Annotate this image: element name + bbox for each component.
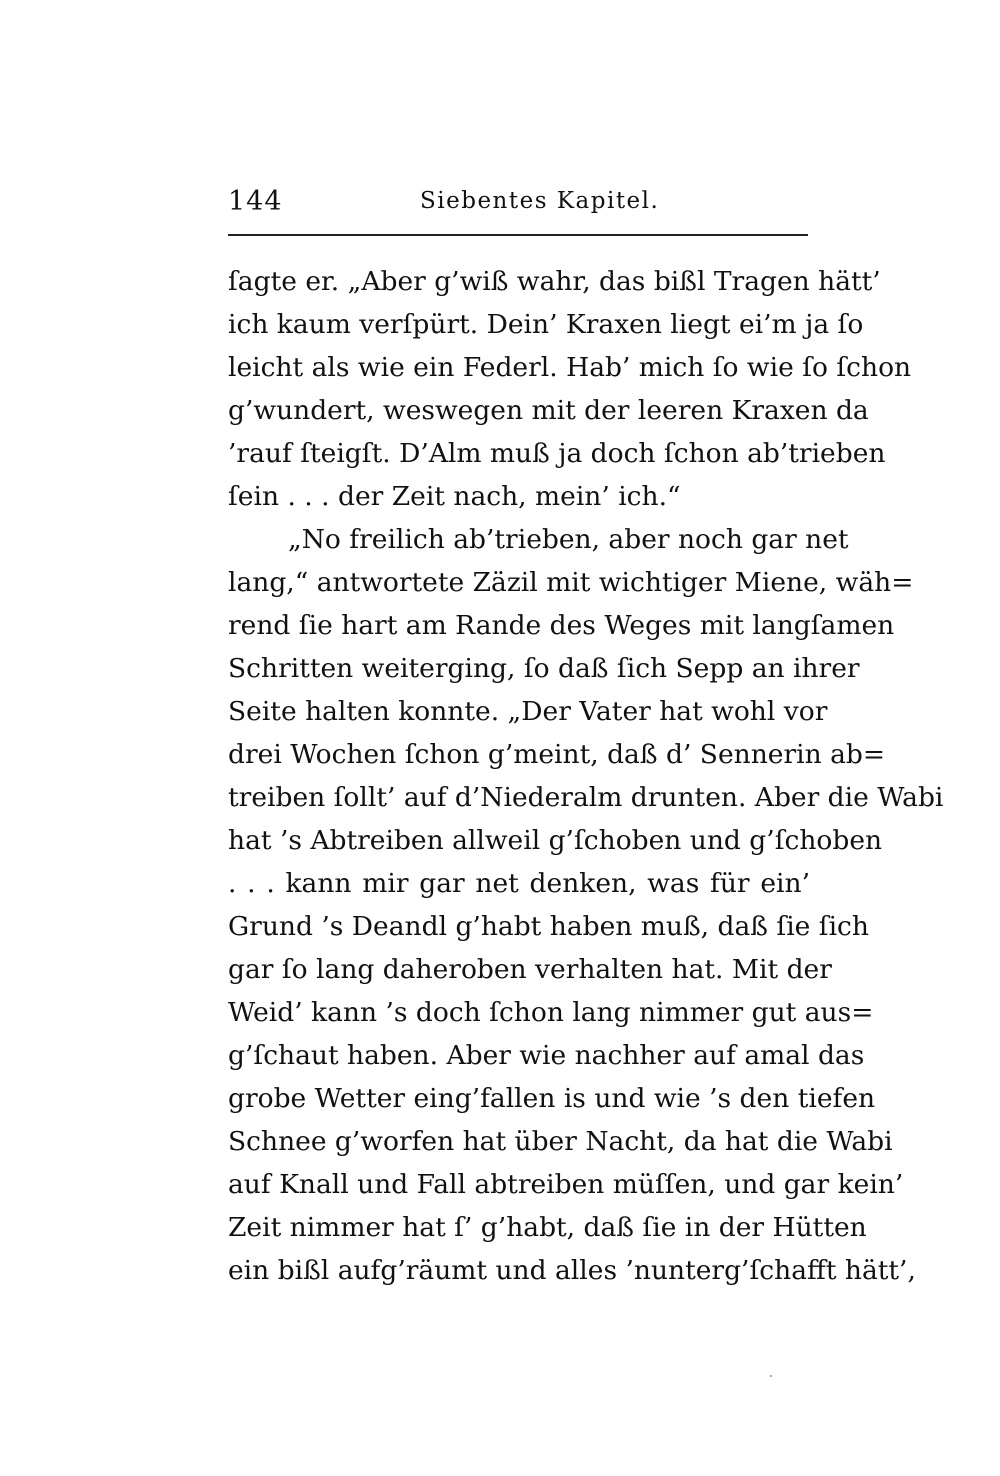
text-line: ich kaum verſpürt. Dein’ Kraxen liegt ei’m ja ſo <box>228 309 864 340</box>
text-line: gar ſo lang daheroben verhalten hat. Mit der <box>228 954 832 985</box>
text-line: Schnee g’worfen hat über Nacht, da hat die Wabi <box>228 1126 893 1157</box>
text-line: . . . kann mir gar net denken, was für ein’ <box>228 868 810 899</box>
text-line: Schritten weiterging, ſo daß ſich Sepp an ihrer <box>228 653 860 684</box>
header-rule <box>228 234 808 236</box>
text-line: leicht als wie ein Federl. Hab’ mich ſo wie ſo ſchon <box>228 352 912 383</box>
running-head: Siebentes Kapitel. <box>420 188 660 214</box>
text-line: treiben ſollt’ auf d’Niederalm drunten. Aber die Wabi <box>228 782 944 813</box>
page-number: 144 <box>228 186 283 217</box>
text-line: ’rauf ſteigſt. D’Alm muß ja doch ſchon ab’trieben <box>228 438 886 469</box>
text-line: ſagte er. „Aber g’wiß wahr, das bißl Tragen hätt’ <box>228 266 881 297</box>
text-line: lang,“ antwortete Zäzil mit wichtiger Miene, wäh= <box>228 567 914 598</box>
paper-speck <box>770 1375 772 1377</box>
text-line: auf Knall und Fall abtreiben müſſen, und gar kein’ <box>228 1169 904 1200</box>
text-line: Weid’ kann ’s doch ſchon lang nimmer gut aus= <box>228 997 874 1028</box>
text-line: „No freilich ab’trieben, aber noch gar net <box>288 524 849 555</box>
text-line: ein bißl aufg’räumt und alles ’nunterg’ſchafft hätt’, <box>228 1255 916 1286</box>
text-line: g’wundert, weswegen mit der leeren Kraxen da <box>228 395 869 426</box>
text-line: g’ſchaut haben. Aber wie nachher auf amal das <box>228 1040 865 1071</box>
page-header <box>228 186 810 220</box>
text-line: drei Wochen ſchon g’meint, daß d’ Sennerin ab= <box>228 739 886 770</box>
body-text <box>228 260 944 1292</box>
text-line: Grund ’s Deandl g’habt haben muß, daß ſie ſich <box>228 911 869 942</box>
text-line: Zeit nimmer hat ſ’ g’habt, daß ſie in der Hütten <box>228 1212 867 1243</box>
text-line: hat ’s Abtreiben allweil g’ſchoben und g’ſchoben <box>228 825 883 856</box>
text-line: rend ſie hart am Rande des Weges mit langſamen <box>228 610 895 641</box>
text-line: grobe Wetter eing’fallen is und wie ’s den tiefen <box>228 1083 876 1114</box>
text-line: ſein . . . der Zeit nach, mein’ ich.“ <box>228 481 681 512</box>
text-line: Seite halten konnte. „Der Vater hat wohl vor <box>228 696 828 727</box>
